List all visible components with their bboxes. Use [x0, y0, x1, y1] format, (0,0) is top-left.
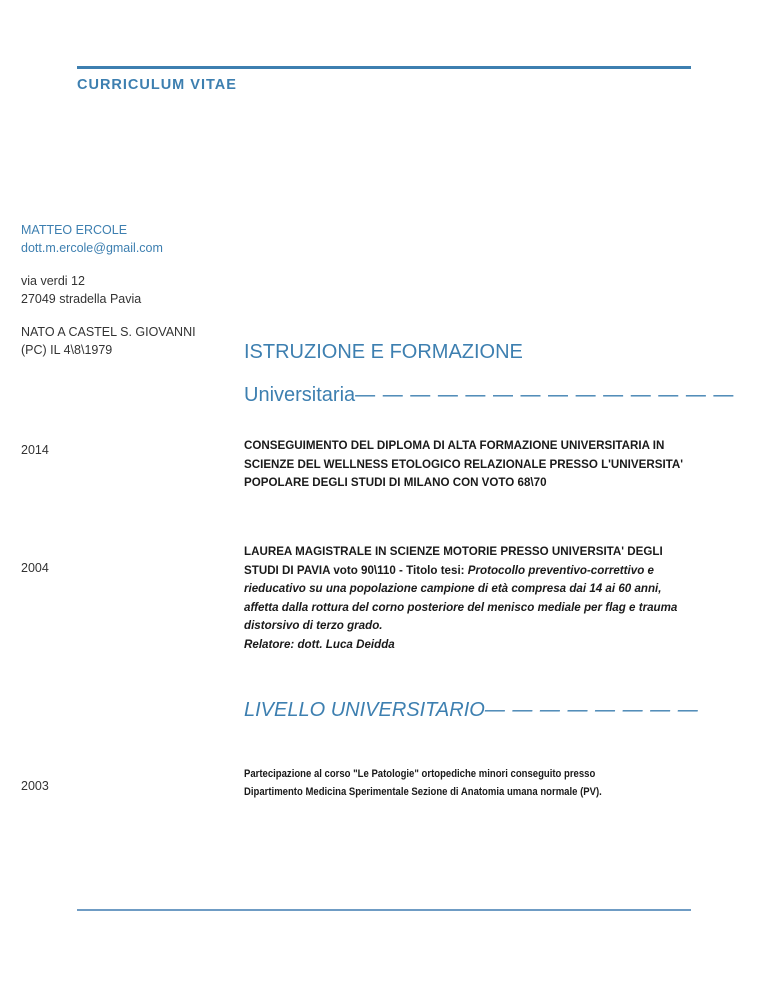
dash-divider: — — — — — — — — — — — — — —	[355, 384, 735, 406]
top-rule	[77, 66, 691, 69]
address-city: 27049 stradella Pavia	[21, 292, 142, 306]
dash-divider: — — — — — — — —	[484, 699, 699, 721]
entry-year: 2014	[21, 443, 49, 457]
bottom-rule	[77, 909, 691, 911]
subsection-university	[244, 384, 734, 407]
email-link[interactable]: dott.m.ercole@gmail.com	[21, 241, 163, 255]
birth-block	[21, 323, 221, 359]
thesis-advisor: Relatore: dott. Luca Deidda	[244, 637, 395, 651]
address-block	[21, 272, 221, 308]
address-street: via verdi 12	[21, 274, 85, 288]
subsection-level-label: LIVELLO UNIVERSITARIO	[244, 699, 485, 721]
birth-date: (PC) IL 4\8\1979	[21, 343, 113, 357]
entry-text	[244, 543, 684, 655]
section-title-education: ISTRUZIONE E FORMAZIONE	[244, 341, 523, 363]
entry-year: 2004	[21, 561, 49, 575]
degree-description: LAUREA MAGISTRALE IN SCIENZE MOTORIE PRESSO UNIVERSITA' DEGLI STUDI DI PAVIA voto 90\110 - Titolo tesi:	[244, 545, 663, 577]
thesis-title: Protocollo preventivo-correttivo e rieducativo su una popolazione campione di età compresa dai 14 ai 60 anni, affetta dalla rottura del corno posteriore del menisco mediale per flag e trauma distorsivo di terzo grado.	[244, 563, 678, 633]
entry-text: Partecipazione al corso "Le Patologie" ortopediche minori conseguito presso Dipartimento Medicina Sperimentale Sezione di Anatomia umana normale (PV).	[244, 768, 602, 798]
entry-year: 2003	[21, 779, 49, 793]
document-title: CURRICULUM VITAE	[77, 77, 237, 93]
entry-text: CONSEGUIMENTO DEL DIPLOMA DI ALTA FORMAZIONE UNIVERSITARIA IN SCIENZE DEL WELLNESS ETOLOGICO RELAZIONALE PRESSO L'UNIVERSITA' POPOLARE DEGLI STUDI DI MILANO CON VOTO 68\70	[244, 439, 684, 490]
contact-block	[21, 221, 221, 257]
birth-place: NATO A CASTEL S. GIOVANNI	[21, 325, 196, 339]
subsection-university-label: Universitaria	[244, 384, 356, 406]
subsection-level	[244, 699, 699, 722]
person-name: MATTEO ERCOLE	[21, 223, 128, 237]
